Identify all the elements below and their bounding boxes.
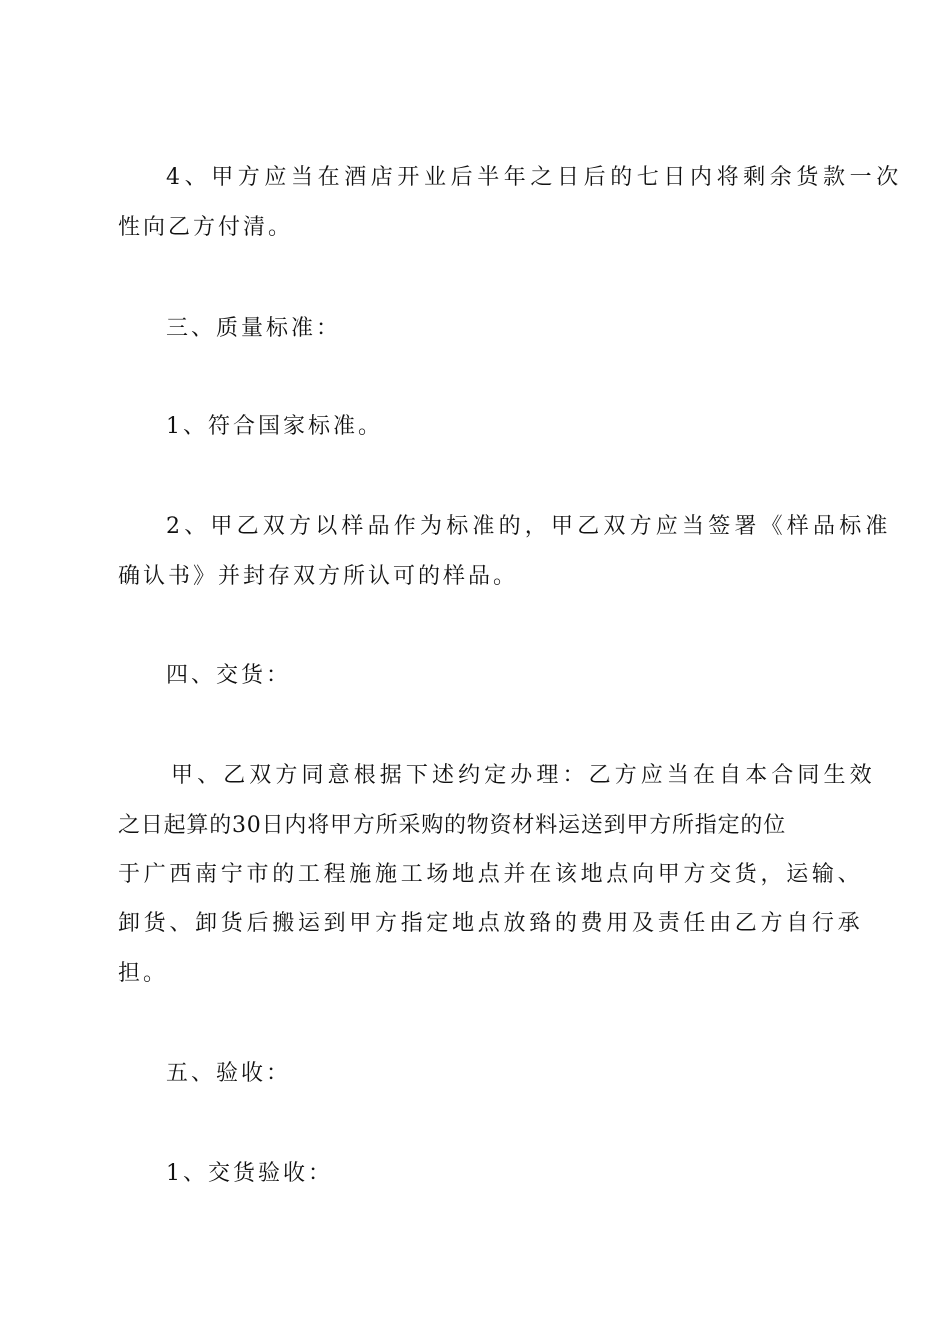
delivery-paragraph-line-2: 之日起算的30日内将甲方所采购的物资材料运送到甲方所指定的位 bbox=[118, 813, 786, 838]
section-heading-acceptance: 五、验收： bbox=[166, 1061, 292, 1086]
quality-item-2-line-2: 确认书》并封存双方所认可的样品。 bbox=[118, 564, 519, 589]
section-heading-quality: 三、质量标准： bbox=[166, 316, 342, 341]
payment-clause-line-1: 4、甲方应当在酒店开业后半年之日后的七日内将剩余货款一次 bbox=[166, 165, 903, 190]
delivery-paragraph-line-4: 卸货、卸货后搬运到甲方指定地点放臵的费用及责任由乙方自行承 bbox=[118, 911, 864, 936]
acceptance-item-1: 1、交货验收： bbox=[166, 1161, 333, 1186]
payment-clause-line-2: 性向乙方付清。 bbox=[118, 215, 294, 240]
section-heading-delivery: 四、交货： bbox=[166, 663, 292, 688]
delivery-paragraph-line-3: 于广西南宁市的工程施施工场地点并在该地点向甲方交货，运输、 bbox=[118, 862, 864, 887]
delivery-paragraph-line-1: 甲、乙双方同意根据下述约定办理：乙方应当在自本合同生效 bbox=[171, 763, 876, 788]
quality-item-1: 1、符合国家标准。 bbox=[166, 414, 383, 439]
quality-item-2-line-1: 2、甲乙双方以样品作为标准的，甲乙双方应当签署《样品标准 bbox=[166, 514, 892, 539]
delivery-paragraph-line-5: 担。 bbox=[118, 961, 169, 986]
